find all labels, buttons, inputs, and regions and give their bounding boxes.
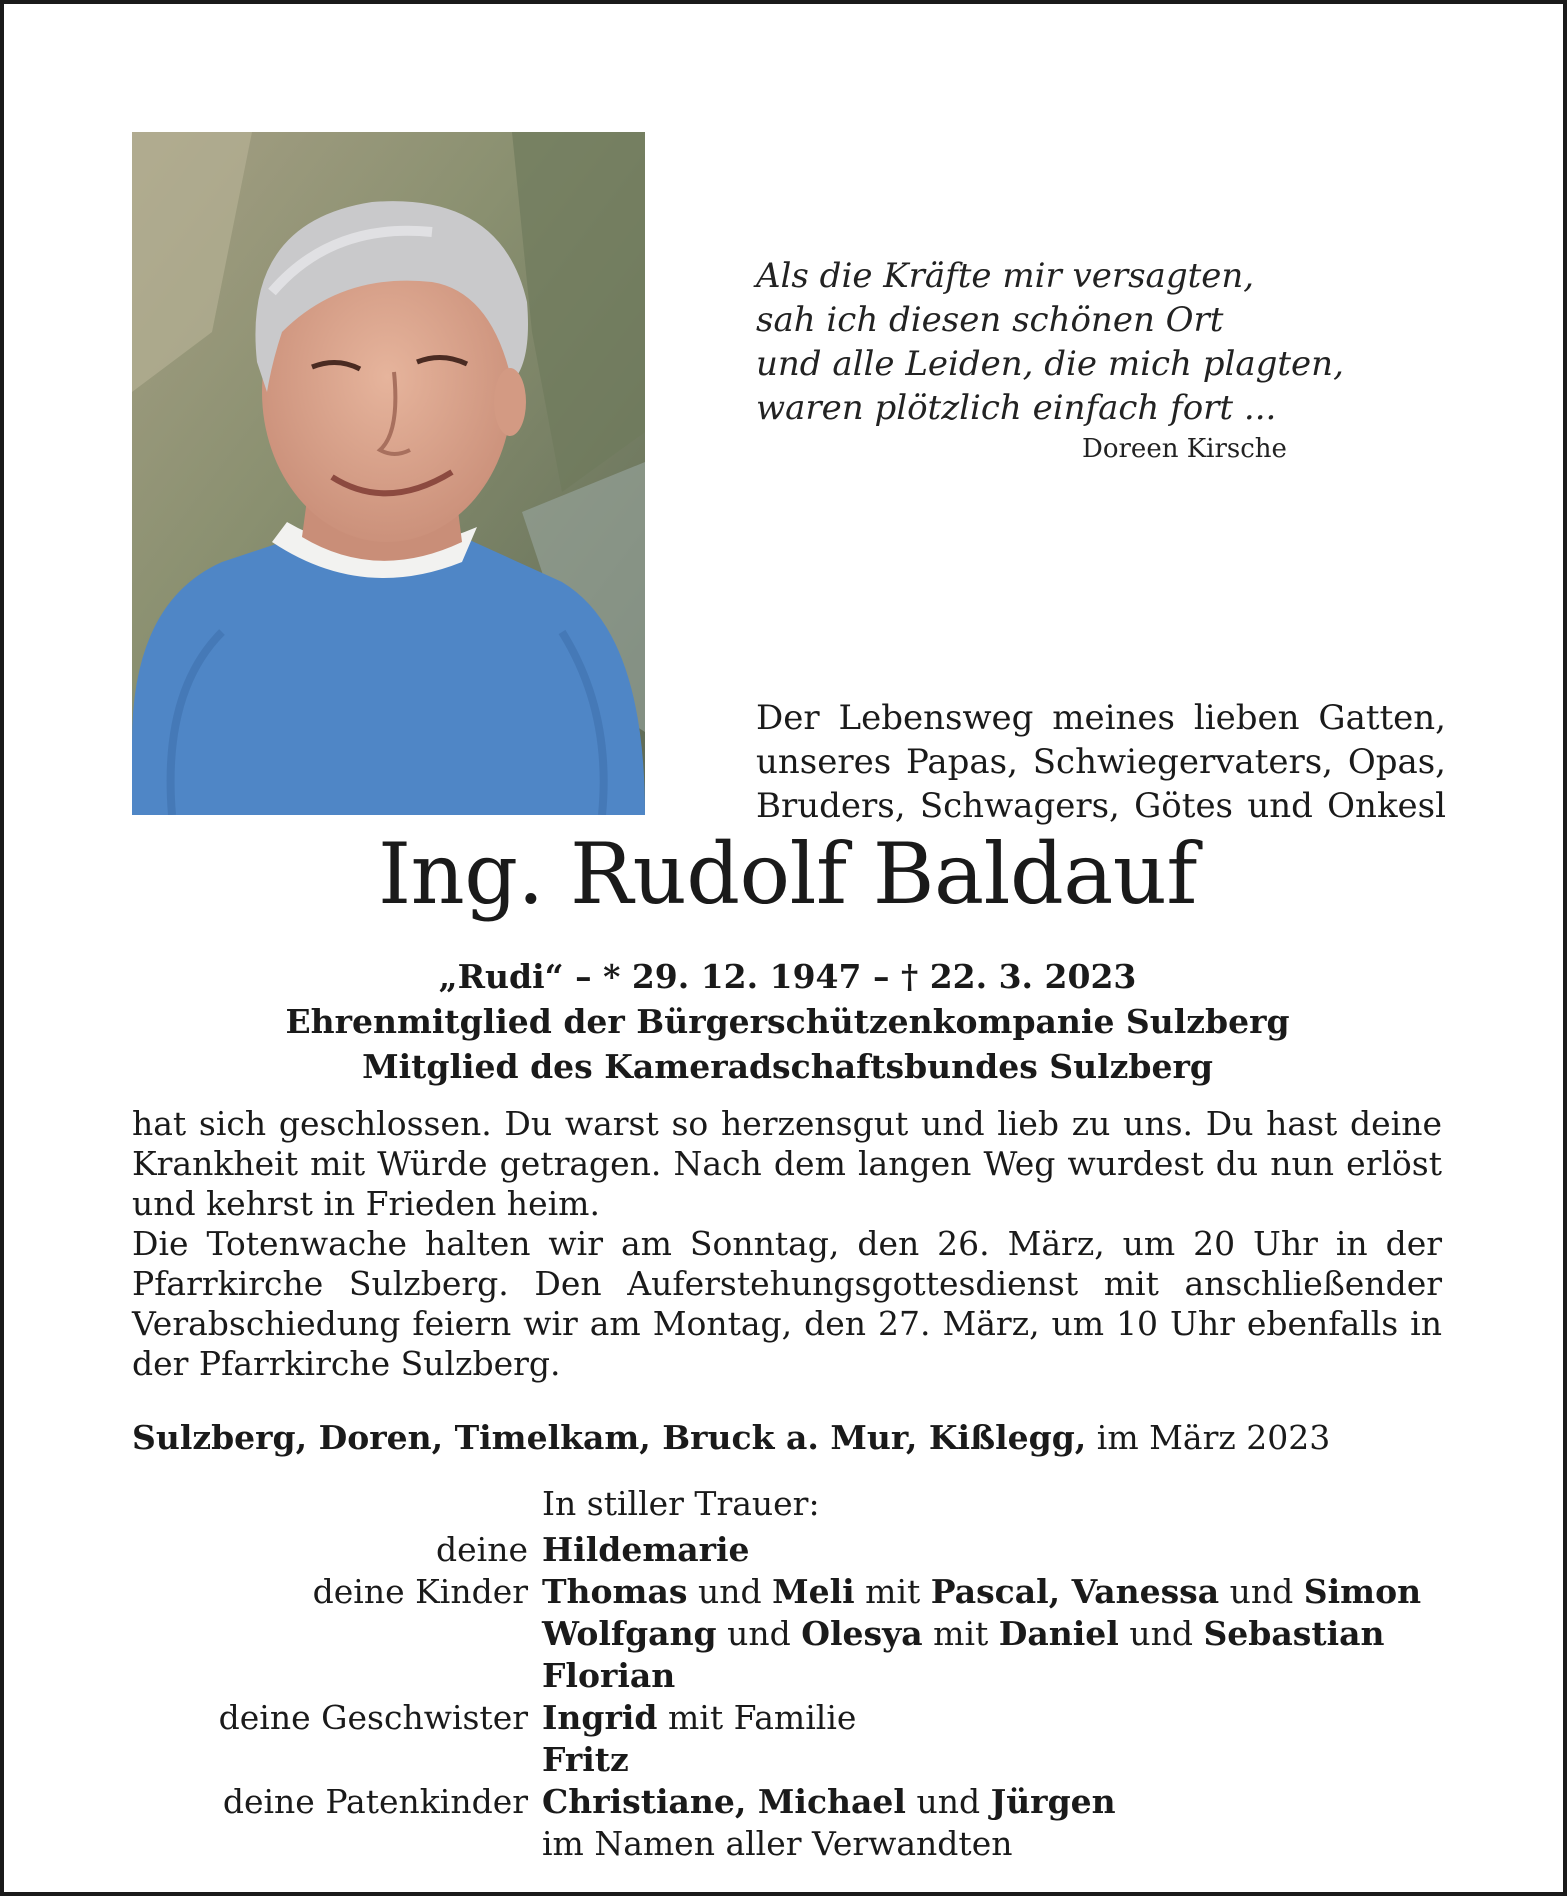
mourner-name: Florian (542, 1656, 676, 1695)
mourner-relation: deine Patenkinder (222, 1782, 528, 1821)
body-paragraph: Die Totenwache halten wir am Sonntag, den 26. März, um 20 Uhr in der Pfarrkirche Sulzberg. Den Auferstehungsgottesdienst mit anschließender Verabschiedung feiern wir am Montag, den 27. März, um 10 Uhr ebenfalls in der Pfarrkirche Sulzberg. (132, 1224, 1442, 1383)
mourner-name: Sebastian (1203, 1614, 1385, 1653)
intro-line: unseres Papas, Schwiegervaters, Opas, (756, 742, 1446, 782)
mourner-connector: und (905, 1782, 991, 1821)
mourner-row (4, 1613, 1567, 1655)
mourner-connector: und (1219, 1572, 1304, 1611)
mourner-name: Ingrid (542, 1698, 658, 1737)
poem-line: Als die Kräfte mir versagten, (756, 256, 1255, 296)
mourner-row (4, 1697, 1567, 1739)
mourner-row (4, 1781, 1567, 1823)
mourner-name: Hildemarie (542, 1530, 750, 1569)
mourner-relation: deine Kinder (312, 1572, 528, 1611)
deceased-details (4, 954, 1567, 1089)
mourner-connector: und (1118, 1614, 1204, 1653)
honorary-membership: Ehrenmitglied der Bürgerschützenkompanie Sulzberg (285, 1002, 1290, 1041)
mourner-name: Christiane, Michael (542, 1782, 906, 1821)
life-dates: „Rudi“ – * 29. 12. 1947 – † 22. 3. 2023 (438, 957, 1137, 996)
poem-line: und alle Leiden, die mich plagten, (756, 344, 1344, 384)
mourner-row (4, 1571, 1567, 1613)
mourner-row (4, 1655, 1567, 1697)
poem-line: waren plötzlich einfach fort ... (756, 388, 1277, 428)
mourner-connector: mit (922, 1614, 999, 1653)
mourner-names (542, 1823, 1012, 1865)
intro-line: Der Lebensweg meines lieben Gatten, (756, 698, 1446, 738)
places-list: Sulzberg, Doren, Timelkam, Bruck a. Mur, Kißlegg, (132, 1418, 1087, 1457)
mourner-name: Thomas (542, 1572, 688, 1611)
mourner-relation: deine (436, 1530, 528, 1569)
mourner-names (542, 1613, 1385, 1655)
mourner-connector: und (687, 1572, 773, 1611)
membership: Mitglied des Kameradschaftsbundes Sulzberg (362, 1047, 1213, 1086)
mourner-names (542, 1655, 675, 1697)
portrait-illustration (132, 132, 645, 815)
mourner-name: Olesya (801, 1614, 923, 1653)
date-text: im März 2023 (1096, 1418, 1331, 1457)
mourner-name: Wolfgang (542, 1614, 717, 1653)
mourner-connector: im Namen aller Verwandten (542, 1824, 1013, 1863)
mourner-row (4, 1739, 1567, 1781)
mourner-connector: mit (854, 1572, 931, 1611)
mourner-relation (4, 1739, 542, 1781)
mourner-relation (4, 1655, 542, 1697)
mourner-relation (4, 1613, 542, 1655)
mourner-name: Pascal, Vanessa (930, 1572, 1220, 1611)
mourner-names (542, 1781, 1116, 1823)
deceased-name: Ing. Rudolf Baldauf (377, 825, 1197, 923)
mourner-relation (4, 1823, 542, 1865)
mourner-relation: deine Geschwister (218, 1698, 528, 1737)
portrait-photo (132, 132, 645, 815)
mourner-name: Daniel (998, 1614, 1119, 1653)
mourner-names (542, 1571, 1421, 1613)
mourning-label: In stiller Trauer: (542, 1484, 820, 1523)
mourner-names (542, 1739, 629, 1781)
mourner-name: Jürgen (990, 1782, 1116, 1821)
mourner-row (4, 1823, 1567, 1865)
intro-line: Bruders, Schwagers, Götes und Onkesl (756, 786, 1446, 826)
mourner-row (4, 1529, 1567, 1571)
poem-line: sah ich diesen schönen Ort (756, 300, 1224, 340)
intro-text (756, 696, 1446, 828)
mourner-names (542, 1697, 856, 1739)
mourner-name: Fritz (542, 1740, 629, 1779)
mourners-list (4, 1529, 1567, 1865)
poem-author: Doreen Kirsche (1082, 434, 1287, 464)
body-paragraph: hat sich geschlossen. Du warst so herzensgut und lieb zu uns. Du hast deine Krankheit mit Würde getragen. Nach dem langen Weg wurdest du nun erlöst und kehrst in Frieden heim. (132, 1104, 1442, 1223)
mourner-name: Simon (1303, 1572, 1422, 1611)
mourner-name: Meli (772, 1572, 855, 1611)
mourner-connector: und (716, 1614, 802, 1653)
places-date-line (132, 1418, 1452, 1458)
mourner-names (542, 1529, 750, 1571)
mourner-connector: mit Familie (657, 1698, 857, 1737)
poem-quote (756, 254, 1344, 430)
body-text (132, 1104, 1442, 1384)
